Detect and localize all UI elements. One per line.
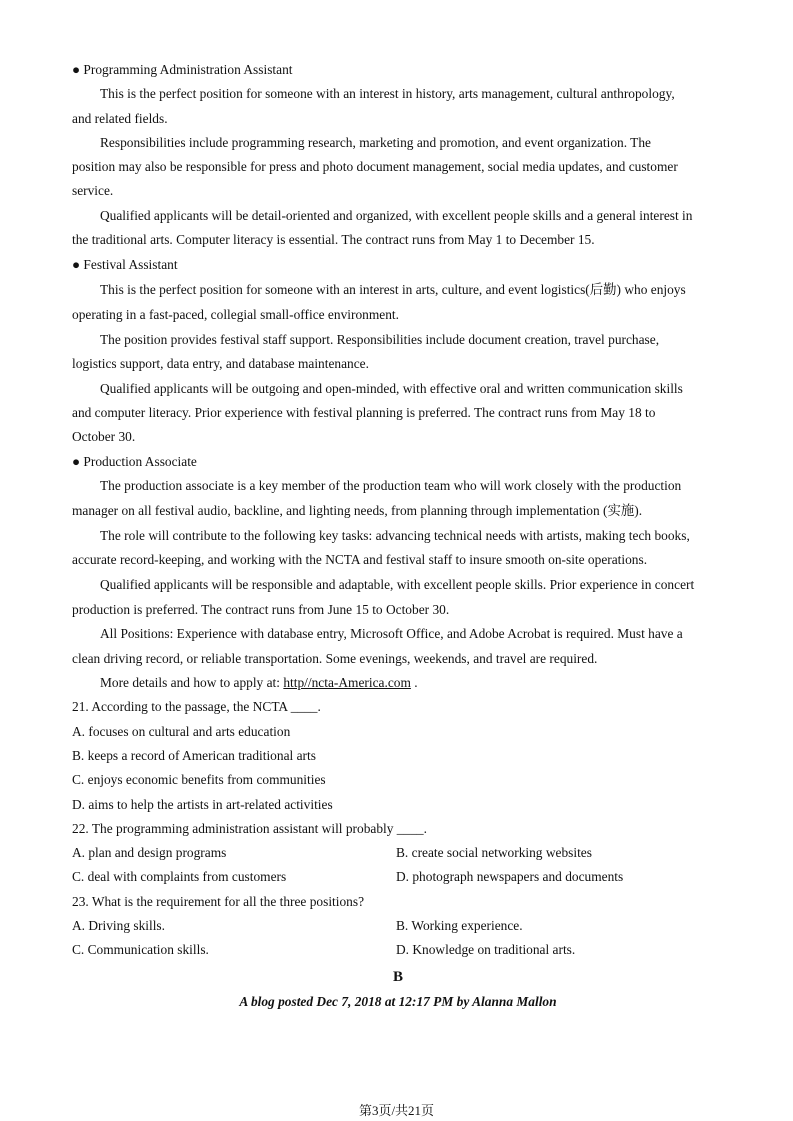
more-details-text: More details and how to apply at:: [100, 675, 284, 691]
page-number-footer: 第3页/共21页: [358, 1103, 435, 1118]
question-23-option-d: D. Knowledge on traditional arts.: [396, 942, 576, 958]
question-21-option-a: A. focuses on cultural and arts education: [72, 723, 291, 739]
paragraph-line: and related fields.: [72, 110, 168, 126]
question-21-option-d: D. aims to help the artists in art-related activities: [72, 796, 333, 812]
document-body: [72, 58, 724, 1014]
paragraph-line: October 30.: [72, 429, 136, 445]
paragraph-line: The production associate is a key member of the production team who will work closely with the production: [100, 477, 682, 493]
job-title-production: ● Production Associate: [72, 453, 197, 469]
paragraph-line: and computer literacy. Prior experience with festival planning is preferred. The contract runs from May 18 to: [72, 404, 656, 420]
question-21-option-b: B. keeps a record of American traditional arts: [72, 747, 316, 763]
more-details-suffix: .: [410, 675, 418, 691]
more-details-line: [72, 671, 724, 695]
paragraph-line: accurate record-keeping, and working with the NCTA and festival staff to insure smooth on-site operations.: [72, 552, 648, 568]
job-title-programming: ● Programming Administration Assistant: [72, 62, 293, 77]
paragraph-line: logistics support, data entry, and database maintenance.: [72, 356, 369, 372]
question-22-option-b: B. create social networking websites: [396, 845, 592, 861]
question-22-options-row: [72, 865, 724, 889]
paragraph-line: Qualified applicants will be detail-oriented and organized, with excellent people skills and a general interest in: [100, 207, 693, 223]
paragraph-line: operating in a fast-paced, collegial small-office environment.: [72, 307, 399, 323]
paragraph-line: This is the perfect position for someone with an interest in arts, culture, and event logistics(后勤) who enjoys: [100, 282, 686, 298]
paragraph-line: This is the perfect position for someone with an interest in history, arts management, cultural anthropology,: [100, 86, 675, 102]
paragraph-line: Responsibilities include programming research, marketing and promotion, and event organization. The: [100, 134, 651, 150]
question-23-option-b: B. Working experience.: [396, 918, 523, 934]
question-23-options-row: [72, 938, 724, 962]
job-title-festival: ● Festival Assistant: [72, 257, 178, 273]
question-22-option-a: A. plan and design programs: [72, 845, 227, 861]
question-23-options-row: [72, 914, 724, 938]
paragraph-line: production is preferred. The contract runs from June 15 to October 30.: [72, 602, 450, 618]
paragraph-line: Qualified applicants will be outgoing and open-minded, with effective oral and written communication skills: [100, 380, 683, 396]
question-23-stem: 23. What is the requirement for all the three positions?: [72, 893, 365, 909]
question-22-stem: 22. The programming administration assistant will probably ____.: [72, 820, 427, 836]
paragraph-line: the traditional arts. Computer literacy is essential. The contract runs from May 1 to December 15.: [72, 232, 595, 248]
paragraph-line: The position provides festival staff support. Responsibilities include document creation, travel purchase,: [100, 332, 660, 348]
question-21-stem: 21. According to the passage, the NCTA ____.: [72, 699, 321, 715]
paragraph-line: manager on all festival audio, backline, and lighting needs, from planning through implementation (实施).: [72, 503, 643, 519]
paragraph-line: clean driving record, or reliable transportation. Some evenings, weekends, and travel are required.: [72, 650, 598, 666]
paragraph-line: The role will contribute to the following key tasks: advancing technical needs with artists, making tech books,: [100, 528, 690, 544]
paragraph-line: position may also be responsible for press and photo document management, social media updates, and customer: [72, 159, 678, 175]
question-23-option-c: C. Communication skills.: [72, 942, 209, 958]
question-21-option-c: C. enjoys economic benefits from communities: [72, 772, 326, 788]
question-22-options-row: [72, 841, 724, 865]
paragraph-line: Qualified applicants will be responsible and adaptable, with excellent people skills. Prior experience in concert: [100, 577, 695, 593]
section-heading-b: B: [392, 968, 403, 985]
apply-link[interactable]: http//ncta-America.com: [283, 675, 411, 691]
blog-byline: A blog posted Dec 7, 2018 at 12:17 PM by Alanna Mallon: [239, 993, 557, 1009]
paragraph-line: service.: [72, 183, 114, 199]
question-22-option-c: C. deal with complaints from customers: [72, 869, 287, 885]
question-22-option-d: D. photograph newspapers and documents: [396, 869, 624, 885]
paragraph-line: All Positions: Experience with database entry, Microsoft Office, and Adobe Acrobat is required. Must have a: [100, 626, 683, 642]
question-23-option-a: A. Driving skills.: [72, 918, 165, 934]
